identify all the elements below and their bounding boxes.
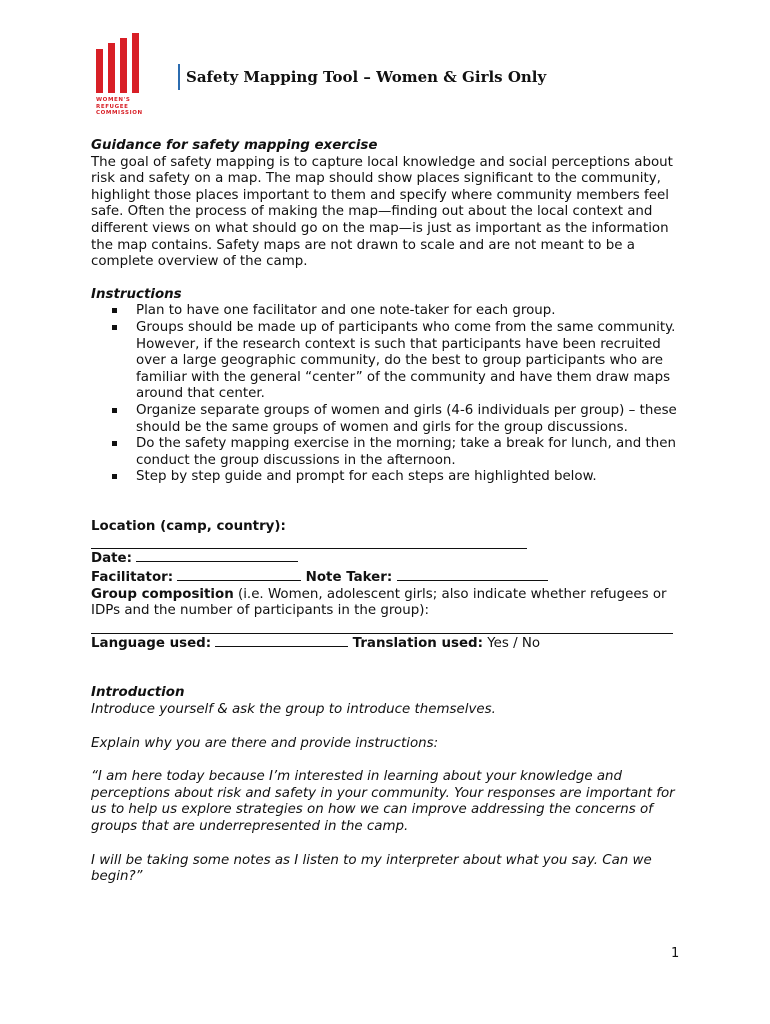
language-field[interactable] <box>215 634 348 647</box>
translation-options[interactable]: Yes / No <box>483 635 541 651</box>
date-label: Date: <box>91 551 132 567</box>
note-taker-field[interactable] <box>397 568 548 581</box>
logo-bar <box>132 33 139 93</box>
facilitator-field[interactable] <box>177 568 301 581</box>
guidance-paragraph: The goal of safety mapping is to capture local knowledge and social perceptions about risk and safety on a map. The map should show places significant to the community, highlight those places important to them and specify where community members feel safe. Often the process of making the map—finding out about the local context and different views on what should go on the map—is just as important as the information the map contains. Safety maps are not drawn to scale and are not meant to be a complete overview of the camp. <box>91 154 673 270</box>
introduction-quote: “I am here today because I’m interested in learning about your knowledge and perceptions about risk and safety in your community. Your responses are important for us to help us explore strategies on how we can improve addressing the concerns of groups that are underrepresented in the camp. <box>91 769 675 834</box>
language-label: Language used: <box>91 635 212 651</box>
list-item-text: Organize separate groups of women and girls (4-6 individuals per group) – these should be the same groups of women and girls for the group discussions. <box>136 402 677 435</box>
bullet-icon <box>112 308 117 313</box>
guidance-heading: Guidance for safety mapping exercise <box>91 138 378 153</box>
translation-label: Translation used: <box>352 635 483 651</box>
date-row <box>91 549 691 568</box>
group-composition-field[interactable] <box>91 620 673 634</box>
list-item-text: Step by step guide and prompt for each steps are highlighted below. <box>136 469 597 485</box>
logo-bars <box>96 33 140 93</box>
document-title: Safety Mapping Tool – Women & Girls Only <box>178 64 546 90</box>
logo-text <box>96 97 142 117</box>
bullet-icon <box>112 441 117 446</box>
logo-text-line: WOMEN'S <box>96 97 131 103</box>
list-item <box>136 303 691 320</box>
location-label: Location (camp, country): <box>91 518 286 534</box>
bullet-icon <box>112 408 117 413</box>
logo-bar <box>96 49 103 93</box>
list-item-text: Plan to have one facilitator and one note-taker for each group. <box>136 303 556 319</box>
language-row <box>91 634 691 653</box>
list-item <box>136 403 691 436</box>
wrc-logo <box>96 33 142 119</box>
list-item <box>136 436 691 469</box>
introduction-line: Introduce yourself & ask the group to introduce themselves. <box>91 702 496 718</box>
list-item-text: Groups should be made up of participants who come from the same community. However, if the research context is such that participants have been recruited over a large geographic community, do the best to group participants who are familiar with the general “center” of the community and have them draw maps around that center. <box>136 319 676 402</box>
group-composition-hint: (i.e. Women, adolescent girls; also indicate whether refugees or IDPs and the number of participants in the group): <box>91 586 667 619</box>
introduction-heading: Introduction <box>91 685 185 701</box>
group-composition-row <box>91 587 691 620</box>
logo-bar <box>108 43 115 93</box>
list-item-text: Do the safety mapping exercise in the morning; take a break for lunch, and then conduct the group discussions in the afternoon. <box>136 436 676 468</box>
logo-text-line: REFUGEE <box>96 103 129 110</box>
bullet-icon <box>112 325 117 330</box>
logo-text-line: COMMISSION <box>96 110 143 116</box>
facilitator-row <box>91 568 691 587</box>
logo-bar <box>120 38 127 93</box>
page-number: 1 <box>671 946 680 961</box>
date-field[interactable] <box>136 549 298 562</box>
list-item <box>136 469 691 486</box>
bullet-icon <box>112 474 117 479</box>
location-field[interactable] <box>91 535 527 549</box>
group-composition-label: Group composition <box>91 586 234 602</box>
facilitator-label: Facilitator: <box>91 570 174 586</box>
document-body <box>91 138 691 886</box>
list-item <box>136 320 691 403</box>
introduction-line: Explain why you are there and provide instructions: <box>91 735 439 751</box>
note-taker-label: Note Taker: <box>305 570 393 586</box>
instructions-list <box>91 303 691 486</box>
instructions-heading: Instructions <box>91 286 182 302</box>
introduction-quote: I will be taking some notes as I listen to my interpreter about what you say. Can we begin?” <box>91 852 652 885</box>
